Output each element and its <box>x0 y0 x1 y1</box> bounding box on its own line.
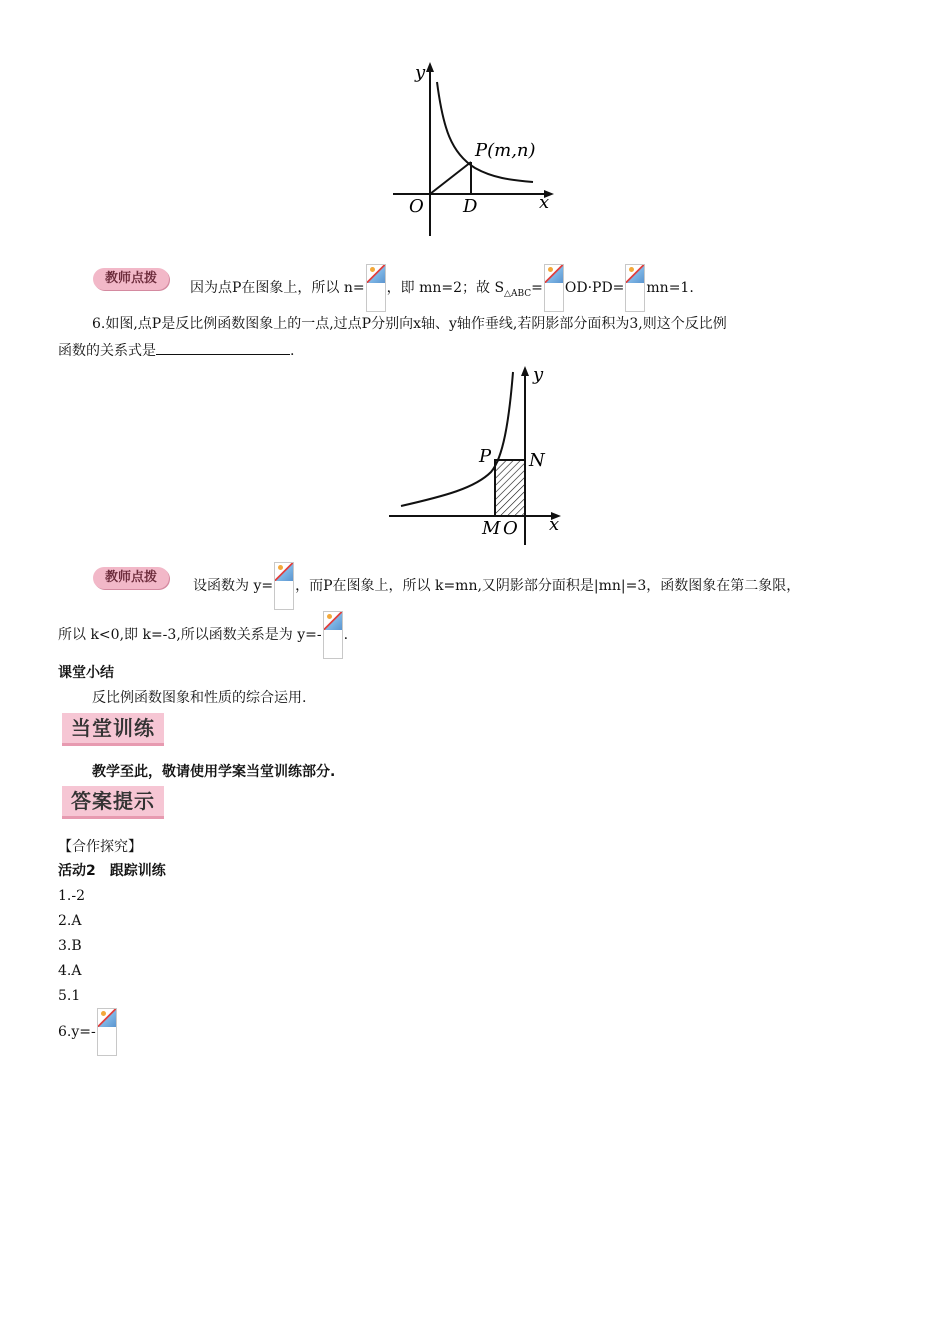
fraction-image-icon <box>323 611 343 659</box>
point-p-label: P <box>479 446 492 467</box>
fraction-image-icon <box>366 264 386 312</box>
summary-heading: 课堂小结 <box>58 665 114 681</box>
teacher-hint-badge: 教师点拨 <box>93 268 169 290</box>
graph-reciprocal-first-quadrant <box>385 58 565 240</box>
answer-item: 3.B <box>58 938 82 954</box>
point-d-label: D <box>463 196 478 217</box>
origin-label: O <box>503 518 518 539</box>
training-banner: 当堂训练 <box>62 713 164 746</box>
axis-y-label: y <box>415 62 426 83</box>
hint-2-part3: 所以 k<0,即 k=-3,所以函数关系是为 y=- <box>58 627 322 643</box>
fraction-image-icon <box>97 1008 117 1056</box>
hint-2-line1 <box>193 562 800 610</box>
hint-2-line2 <box>58 611 348 659</box>
hint-1-part1: 因为点P在图象上，所以 n= <box>190 280 365 296</box>
question-6-line2-end: . <box>290 343 295 359</box>
answers-section-title: 【合作探究】 <box>58 839 142 855</box>
answers-banner: 答案提示 <box>62 786 164 819</box>
hint-1-subscript: △ABC <box>504 288 532 299</box>
origin-label: O <box>409 196 424 217</box>
hint-1-part3: = <box>531 280 543 296</box>
hint-2-part4: . <box>343 627 349 643</box>
answers-activity-title: 活动2 跟踪训练 <box>58 863 166 879</box>
answer-item: 5.1 <box>58 988 81 1004</box>
graph-reciprocal-second-quadrant <box>385 362 575 548</box>
answer-blank <box>156 340 290 355</box>
point-m-label: M <box>482 518 501 539</box>
axis-x-label: x <box>549 514 560 535</box>
fraction-image-icon <box>544 264 564 312</box>
hint-1-part2: ，即 mn=2；故 S <box>386 280 505 296</box>
question-6-line2 <box>58 340 294 361</box>
axis-x-label: x <box>539 192 550 213</box>
answer-item: 4.A <box>58 963 82 979</box>
question-6-line2-text: 函数的关系式是 <box>58 343 156 359</box>
point-p-label: P(m,n) <box>475 140 536 161</box>
question-6-line1: 6.如图,点P是反比例函数图象上的一点,过点P分别向x轴、y轴作垂线,若阴影部分面积为3,则这个反比例 <box>92 316 727 332</box>
point-n-label: N <box>529 450 545 471</box>
hint-2-part1: 设函数为 y= <box>193 578 274 594</box>
teacher-hint-badge: 教师点拨 <box>93 567 169 589</box>
training-text: 教学至此，敬请使用学案当堂训练部分. <box>92 764 336 780</box>
answer-item: 2.A <box>58 913 82 929</box>
fraction-image-icon <box>625 264 645 312</box>
answer-item: 1.-2 <box>58 888 85 904</box>
hint-2-part2: ，而P在图象上，所以 k=mn,又阴影部分面积是|mn|=3，函数图象在第二象限， <box>295 578 801 594</box>
summary-text: 反比例函数图象和性质的综合运用. <box>92 690 307 706</box>
answer-item-6-text: 6.y=- <box>58 1024 96 1040</box>
answer-item-6 <box>58 1008 118 1056</box>
fraction-image-icon <box>274 562 294 610</box>
hint-1-part4: OD·PD= <box>564 280 625 296</box>
hint-1-part5: mn=1. <box>646 280 694 296</box>
axis-y-label: y <box>533 364 544 385</box>
hint-1-text <box>190 264 694 317</box>
